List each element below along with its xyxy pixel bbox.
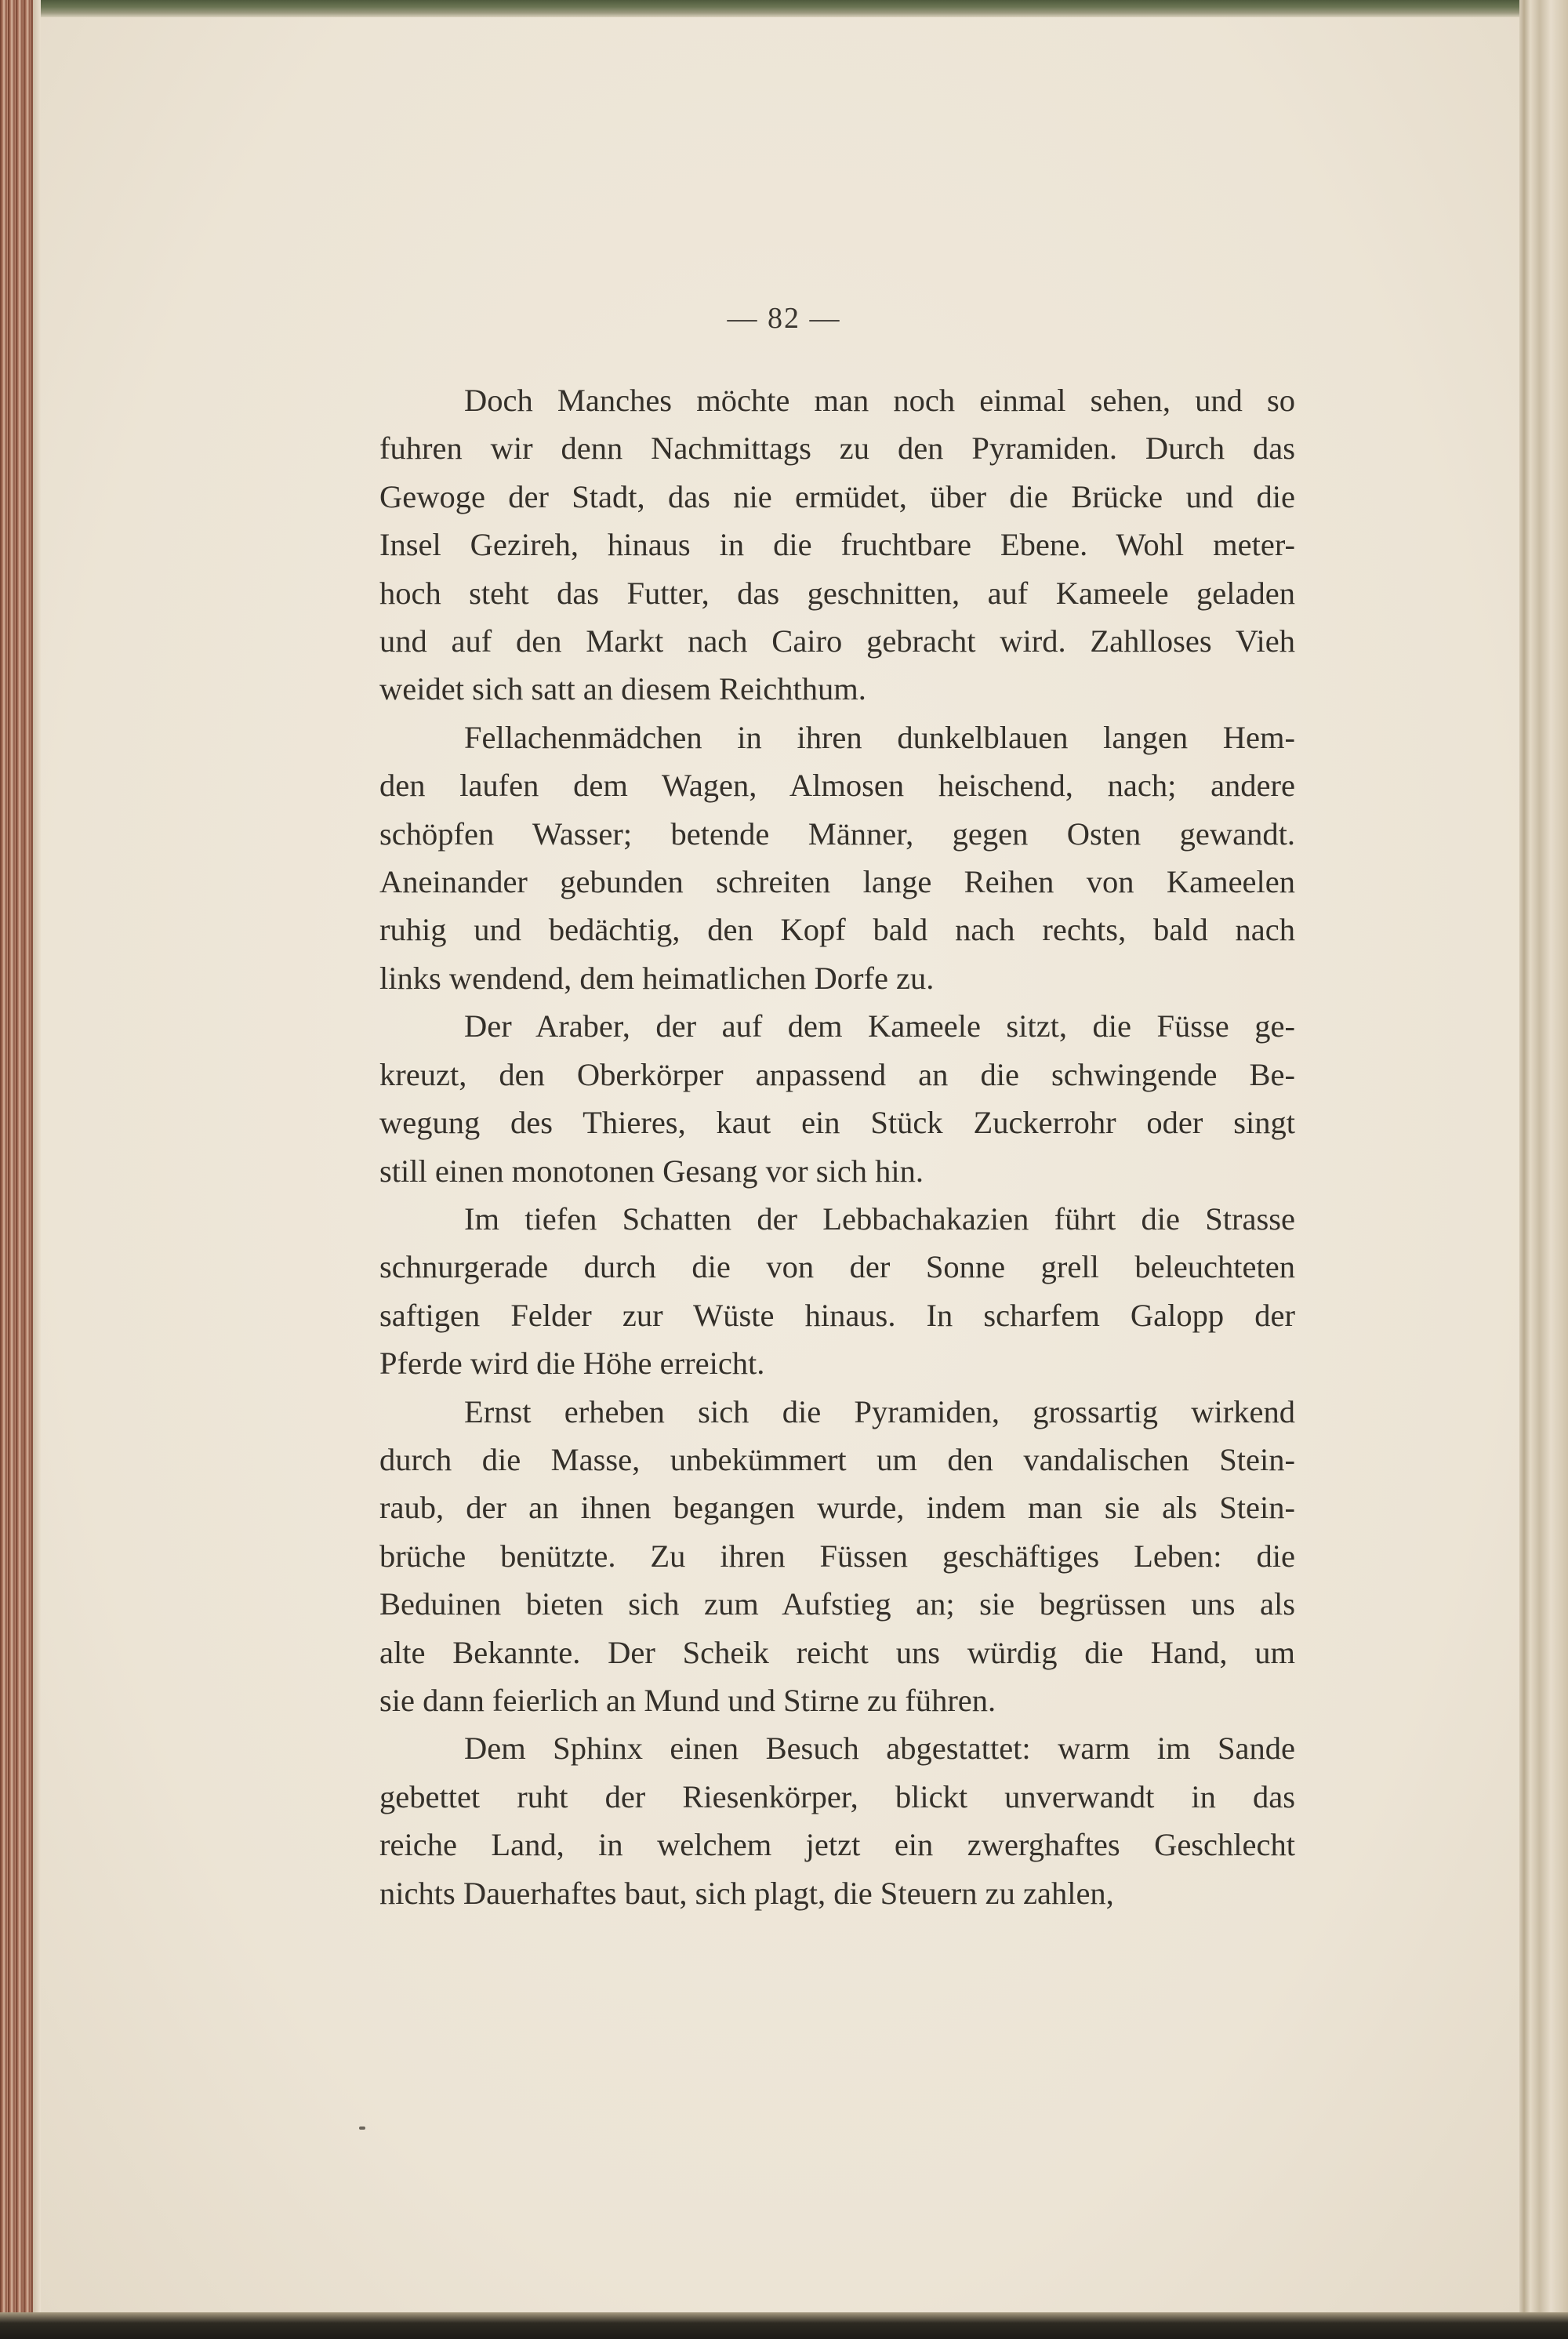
text-line: Im tiefen Schatten der Lebbachakazien führt die Strasse bbox=[464, 1200, 1295, 1237]
paragraph bbox=[379, 1388, 1295, 1725]
page-stack-left-edge bbox=[0, 0, 41, 2339]
text-line: saftigen Felder zur Wüste hinaus. In scharfem Galopp der bbox=[379, 1297, 1295, 1333]
page-number: — 82 — bbox=[727, 302, 841, 335]
text-line: alte Bekannte. Der Scheik reicht uns würdig die Hand, um bbox=[379, 1634, 1295, 1670]
text-line: nichts Dauerhaftes baut, sich plagt, die Steuern zu zahlen, bbox=[379, 1875, 1114, 1911]
text-line: durch die Masse, unbekümmert um den vandalischen Stein- bbox=[379, 1441, 1295, 1477]
paragraph bbox=[379, 1724, 1295, 1917]
text-line: und auf den Markt nach Cairo gebracht wird. Zahlloses Vieh bbox=[379, 623, 1295, 659]
text-line: hoch steht das Futter, das geschnitten, auf Kameele geladen bbox=[379, 575, 1295, 611]
body-text bbox=[379, 376, 1295, 1917]
ink-speck bbox=[359, 2127, 365, 2130]
text-line: links wendend, dem heimatlichen Dorfe zu. bbox=[379, 960, 935, 996]
text-line: reiche Land, in welchem jetzt ein zwerghaftes Geschlecht bbox=[379, 1827, 1295, 1863]
text-line: Aneinander gebunden schreiten lange Reihen von Kameelen bbox=[379, 864, 1295, 900]
text-line: gebettet ruht der Riesenkörper, blickt unverwandt in das bbox=[379, 1778, 1295, 1814]
text-line: sie dann feierlich an Mund und Stirne zu führen. bbox=[379, 1682, 996, 1718]
text-line: Doch Manches möchte man noch einmal sehen, und so bbox=[464, 383, 1295, 418]
text-line: schöpfen Wasser; betende Männer, gegen Osten gewandt. bbox=[379, 815, 1295, 852]
text-line: schnurgerade durch die von der Sonne grell beleuchteten bbox=[379, 1249, 1295, 1285]
binding-top-edge bbox=[0, 0, 1568, 17]
paragraph bbox=[379, 714, 1295, 1002]
text-line: still einen monotonen Gesang vor sich hin. bbox=[379, 1153, 924, 1189]
text-line: Fellachenmädchen in ihren dunkelblauen langen Hem- bbox=[464, 719, 1295, 755]
text-line: kreuzt, den Oberkörper anpassend an die schwingende Be- bbox=[379, 1056, 1295, 1092]
paragraph bbox=[379, 376, 1295, 714]
text-line: ruhig und bedächtig, den Kopf bald nach rechts, bald nach bbox=[379, 912, 1295, 948]
text-line: Insel Gezireh, hinaus in die fruchtbare Ebene. Wohl meter- bbox=[379, 527, 1295, 563]
text-line: Beduinen bieten sich zum Aufstieg an; sie begrüssen uns als bbox=[379, 1586, 1295, 1622]
text-line: wegung des Thieres, kaut ein Stück Zuckerrohr oder singt bbox=[379, 1105, 1295, 1141]
page-stack-right-edge bbox=[1519, 0, 1568, 2339]
text-line: Dem Sphinx einen Besuch abgestattet: warm im Sande bbox=[464, 1731, 1295, 1767]
text-line: den laufen dem Wagen, Almosen heischend, nach; andere bbox=[379, 768, 1295, 804]
text-line: Ernst erheben sich die Pyramiden, grossartig wirkend bbox=[464, 1393, 1295, 1429]
text-line: fuhren wir denn Nachmittags zu den Pyramiden. Durch das bbox=[379, 430, 1295, 467]
text-line: Pferde wird die Höhe erreicht. bbox=[379, 1346, 765, 1382]
text-line: Der Araber, der auf dem Kameele sitzt, die Füsse ge- bbox=[464, 1008, 1295, 1044]
text-line: brüche benützte. Zu ihren Füssen geschäftiges Leben: die bbox=[379, 1538, 1295, 1574]
text-line: weidet sich satt an diesem Reichthum. bbox=[379, 671, 866, 707]
text-line: Gewoge der Stadt, das nie ermüdet, über die Brücke und die bbox=[379, 478, 1295, 514]
scan-bottom-border bbox=[0, 2312, 1568, 2339]
paragraph bbox=[379, 1195, 1295, 1388]
paragraph bbox=[379, 1002, 1295, 1195]
text-line: raub, der an ihnen begangen wurde, indem man sie als Stein- bbox=[379, 1490, 1295, 1526]
